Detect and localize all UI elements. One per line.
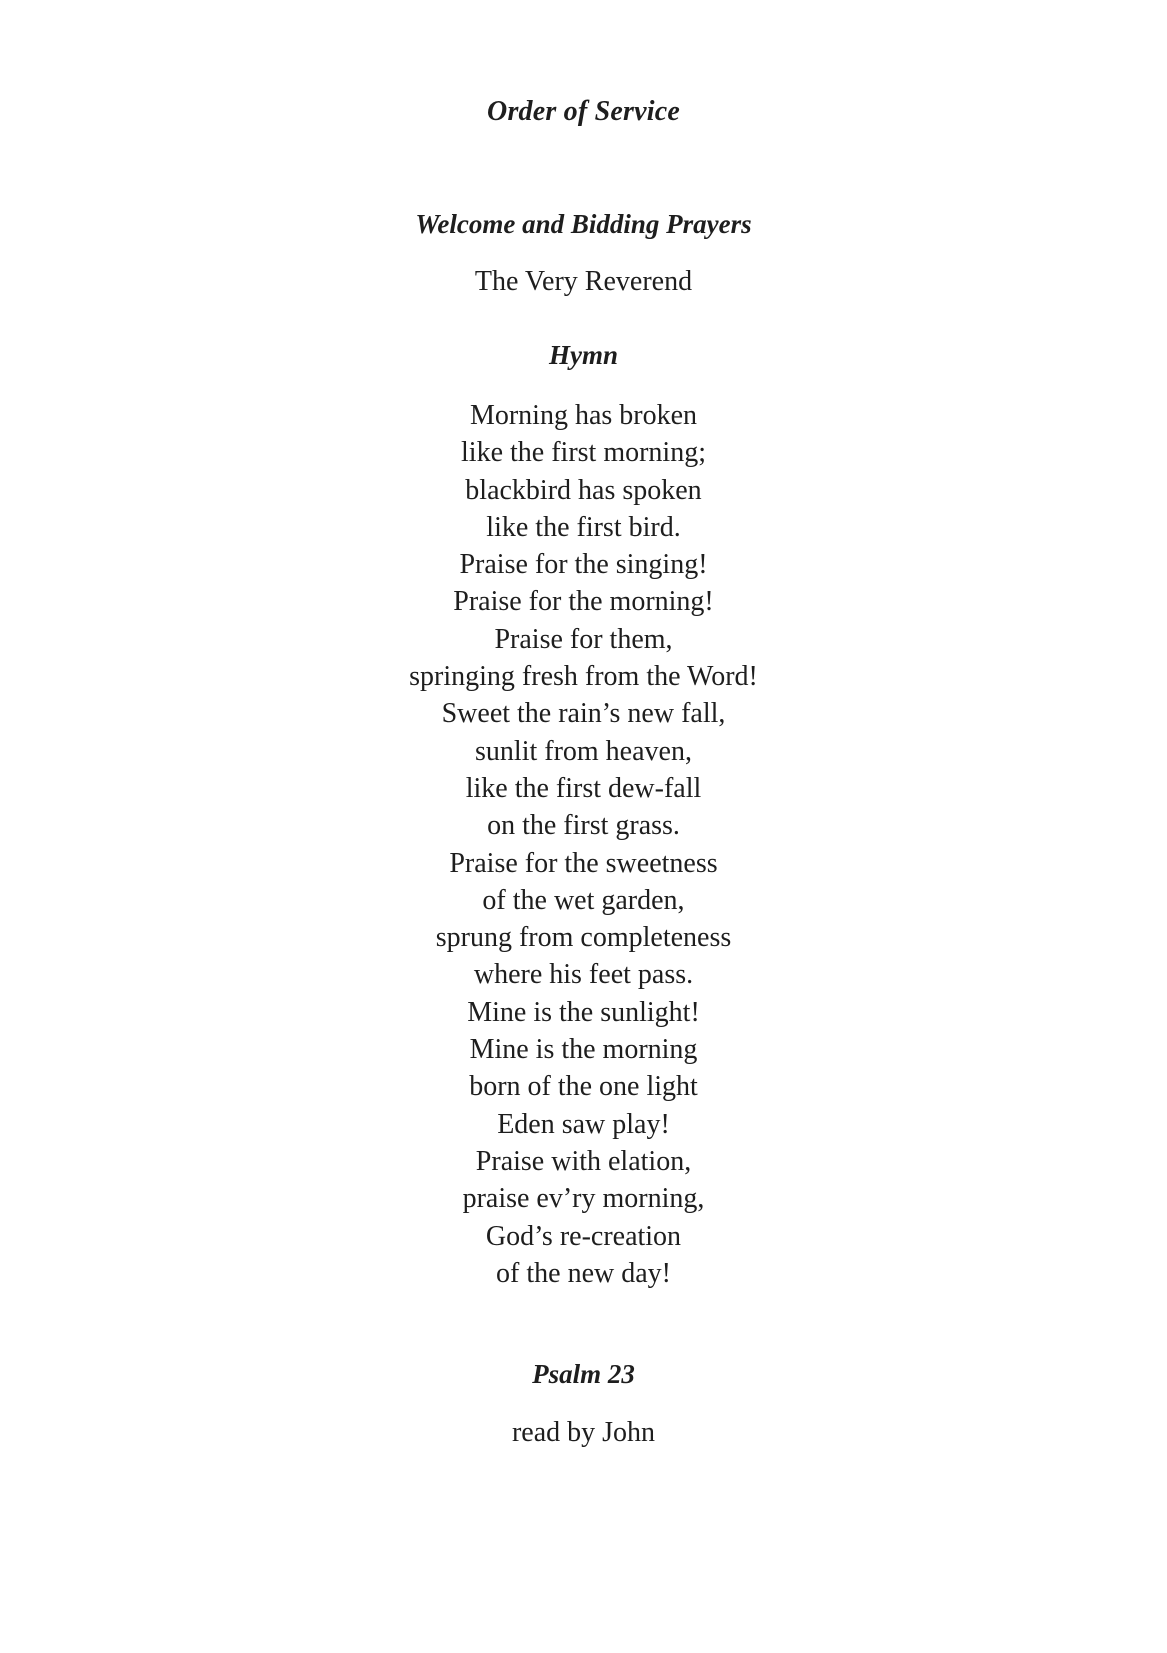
hymn-line: Praise for the singing! bbox=[459, 549, 708, 581]
page-title: Order of Service bbox=[487, 96, 680, 127]
hymn-line: Mine is the sunlight! bbox=[467, 996, 700, 1028]
psalm-heading: Psalm 23 bbox=[532, 1359, 635, 1389]
hymn-line: praise ev’ry morning, bbox=[462, 1183, 705, 1215]
hymn-line: of the new day! bbox=[496, 1257, 671, 1289]
hymn-line: Praise for the morning! bbox=[453, 586, 714, 618]
hymn-line: blackbird has spoken bbox=[465, 474, 702, 506]
hymn-line: on the first grass. bbox=[487, 810, 680, 842]
welcome-heading: Welcome and Bidding Prayers bbox=[415, 209, 752, 239]
hymn-lyrics bbox=[0, 397, 1167, 1292]
hymn-line: like the first morning; bbox=[461, 437, 706, 469]
hymn-line: Sweet the rain’s new fall, bbox=[441, 698, 726, 730]
hymn-line: where his feet pass. bbox=[473, 959, 694, 991]
hymn-heading: Hymn bbox=[548, 340, 618, 370]
hymn-line: like the first dew-fall bbox=[465, 772, 702, 804]
hymn-line: Praise for the sweetness bbox=[449, 847, 718, 879]
hymn-line: sunlit from heaven, bbox=[475, 735, 692, 767]
hymn-line: springing fresh from the Word! bbox=[409, 661, 758, 693]
hymn-line: God’s re-creation bbox=[485, 1220, 682, 1252]
hymn-line: Praise for them, bbox=[494, 623, 673, 655]
hymn-line: Eden saw play! bbox=[497, 1108, 670, 1140]
hymn-line: Mine is the morning bbox=[469, 1034, 698, 1066]
hymn-line: Praise with elation, bbox=[475, 1145, 692, 1177]
hymn-line: Morning has broken bbox=[469, 400, 698, 431]
officiant-name: The Very Reverend bbox=[474, 266, 693, 297]
hymn-line: like the first bird. bbox=[486, 511, 681, 543]
hymn-line: born of the one light bbox=[469, 1071, 698, 1103]
psalm-reader: read by John bbox=[511, 1417, 656, 1448]
hymn-line: of the wet garden, bbox=[482, 884, 685, 916]
hymn-line: sprung from completeness bbox=[435, 922, 732, 954]
